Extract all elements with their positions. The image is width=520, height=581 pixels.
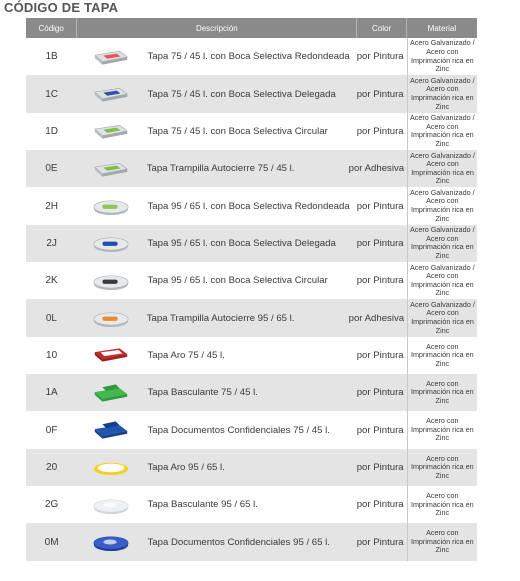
row-material-text: Acero Galvanizado / Acero con Imprimación rica en Zinc	[409, 113, 475, 148]
round-flap-icon	[91, 530, 131, 554]
rect-lid-icon	[91, 157, 131, 181]
row-material	[407, 187, 477, 224]
row-material	[407, 374, 477, 411]
row-image	[77, 38, 145, 75]
row-code: 2H	[45, 200, 58, 212]
row-material	[407, 262, 477, 299]
table-row	[26, 75, 477, 112]
row-color: por Pintura	[356, 237, 404, 249]
row-image	[77, 262, 145, 299]
row-code: 0F	[45, 424, 58, 436]
header-description: Descripción	[195, 23, 238, 33]
row-material	[407, 113, 477, 150]
row-code: 0M	[44, 536, 59, 548]
row-code: 1C	[45, 88, 58, 100]
row-description: Tapa Aro 75 / 45 l.	[147, 349, 225, 361]
row-image	[77, 337, 145, 374]
row-image	[77, 449, 145, 486]
table-row	[26, 486, 477, 523]
row-description: Tapa Aro 95 / 65 l.	[147, 461, 225, 473]
round-lid-icon	[91, 269, 131, 293]
table-row	[26, 411, 477, 448]
table-row	[26, 225, 477, 262]
row-material-text: Acero Galvanizado / Acero con Imprimación rica en Zinc	[409, 225, 475, 260]
row-color: por Pintura	[356, 275, 404, 287]
row-description: Tapa Documentos Confidenciales 75 / 45 l.	[147, 424, 330, 436]
row-material	[407, 75, 477, 112]
row-color: por Pintura	[356, 424, 404, 436]
row-material	[407, 411, 477, 448]
row-description: Tapa 95 / 65 l. con Boca Selectiva Circular	[147, 275, 328, 287]
row-material-text: Acero con Imprimación rica en Zinc	[410, 341, 474, 368]
row-code: 20	[46, 461, 58, 473]
row-material	[407, 486, 477, 523]
row-color: por Pintura	[356, 499, 404, 511]
row-image	[77, 374, 145, 411]
table-row	[26, 337, 477, 374]
rect-flap-icon	[91, 418, 131, 442]
row-color: por Pintura	[356, 461, 404, 473]
lid-code-table	[26, 18, 477, 561]
row-description: Tapa Basculante 75 / 45 l.	[147, 387, 258, 399]
table-row	[26, 150, 477, 187]
row-description: Tapa 95 / 65 l. con Boca Selectiva Delegada	[147, 237, 336, 249]
row-color: por Pintura	[356, 349, 404, 361]
row-description: Tapa Basculante 95 / 65 l.	[147, 499, 258, 511]
row-description: Tapa Documentos Confidenciales 95 / 65 l.	[147, 536, 330, 548]
row-material	[407, 523, 477, 560]
row-material	[407, 38, 477, 75]
table-row	[26, 299, 477, 336]
row-material-text: Acero con Imprimación rica en Zinc	[410, 416, 474, 443]
row-color: por Pintura	[356, 536, 404, 548]
row-image	[77, 411, 145, 448]
table-row	[26, 113, 477, 150]
row-color: por Adhesiva	[348, 312, 405, 324]
row-color: por Pintura	[356, 387, 404, 399]
row-description: Tapa Trampilla Autocierre 75 / 45 l.	[146, 163, 295, 175]
row-code: 0L	[45, 312, 57, 324]
header-color: Color	[356, 18, 406, 38]
row-color: por Adhesiva	[348, 163, 405, 175]
row-image	[77, 299, 145, 336]
row-description: Tapa Trampilla Autocierre 95 / 65 l.	[146, 312, 295, 324]
row-material	[407, 299, 477, 336]
row-material	[407, 225, 477, 262]
row-material-text: Acero con Imprimación rica en Zinc	[410, 453, 474, 480]
row-image	[77, 486, 145, 523]
table-row	[26, 187, 477, 224]
rect-lid-icon	[91, 45, 131, 69]
row-description: Tapa 75 / 45 l. con Boca Selectiva Delegada	[147, 88, 336, 100]
round-lid-icon	[91, 194, 131, 218]
row-image	[77, 225, 145, 262]
rect-lid-icon	[91, 119, 131, 143]
row-color: por Pintura	[356, 88, 404, 100]
row-image	[77, 75, 145, 112]
row-material	[407, 150, 477, 187]
round-flap-icon	[91, 493, 131, 517]
row-code: 1B	[45, 51, 58, 63]
row-image	[77, 150, 145, 187]
row-material-text: Acero con Imprimación rica en Zinc	[410, 528, 474, 555]
row-code: 10	[46, 349, 58, 361]
row-description: Tapa 95 / 65 l. con Boca Selectiva Redondeada	[147, 200, 350, 212]
row-code: 0E	[45, 163, 58, 175]
rect-flap-icon	[91, 381, 131, 405]
table-row	[26, 262, 477, 299]
row-code: 2J	[46, 237, 57, 249]
round-ring-icon	[91, 455, 131, 479]
row-description: Tapa 75 / 45 l. con Boca Selectiva Redondeada	[147, 51, 350, 63]
header-code: Código	[26, 18, 77, 38]
row-description: Tapa 75 / 45 l. con Boca Selectiva Circular	[147, 125, 328, 137]
row-material	[407, 337, 477, 374]
row-image	[77, 113, 145, 150]
rect-lid-icon	[91, 82, 131, 106]
row-color: por Pintura	[356, 51, 404, 63]
header-material: Material	[427, 23, 457, 33]
row-code: 1D	[45, 125, 58, 137]
row-material	[407, 449, 477, 486]
row-material-text: Acero Galvanizado / Acero con Imprimación rica en Zinc	[409, 187, 475, 223]
row-material-text: Acero Galvanizado / Acero con Imprimación rica en Zinc	[410, 299, 475, 335]
round-lid-icon	[91, 231, 131, 255]
row-material-text: Acero Galvanizado / Acero con Imprimación rica en Zinc	[409, 75, 475, 111]
row-material-text: Acero Galvanizado / Acero con Imprimación rica en Zinc	[410, 150, 475, 186]
row-code: 2G	[44, 499, 59, 511]
row-code: 1A	[45, 387, 58, 399]
row-material-text: Acero con Imprimación rica en Zinc	[410, 490, 474, 518]
table-row	[26, 38, 477, 75]
row-material-text: Acero Galvanizado / Acero con Imprimación rica en Zinc	[409, 262, 475, 298]
table-header	[26, 18, 477, 38]
row-color: por Pintura	[356, 125, 404, 137]
row-material-text: Acero Galvanizado / Acero con Imprimación rica en Zinc	[409, 38, 475, 74]
table-body	[26, 38, 477, 561]
row-image	[77, 187, 145, 224]
round-lid-icon	[91, 306, 131, 330]
row-code: 2K	[45, 275, 58, 287]
table-row	[26, 374, 477, 411]
table-row	[26, 523, 477, 560]
row-image	[77, 523, 145, 560]
row-material-text: Acero con Imprimación rica en Zinc	[410, 378, 474, 406]
row-color: por Pintura	[356, 200, 404, 212]
rect-ring-icon	[91, 343, 131, 367]
table-row	[26, 449, 477, 486]
page-title: CÓDIGO DE TAPA	[4, 0, 119, 15]
